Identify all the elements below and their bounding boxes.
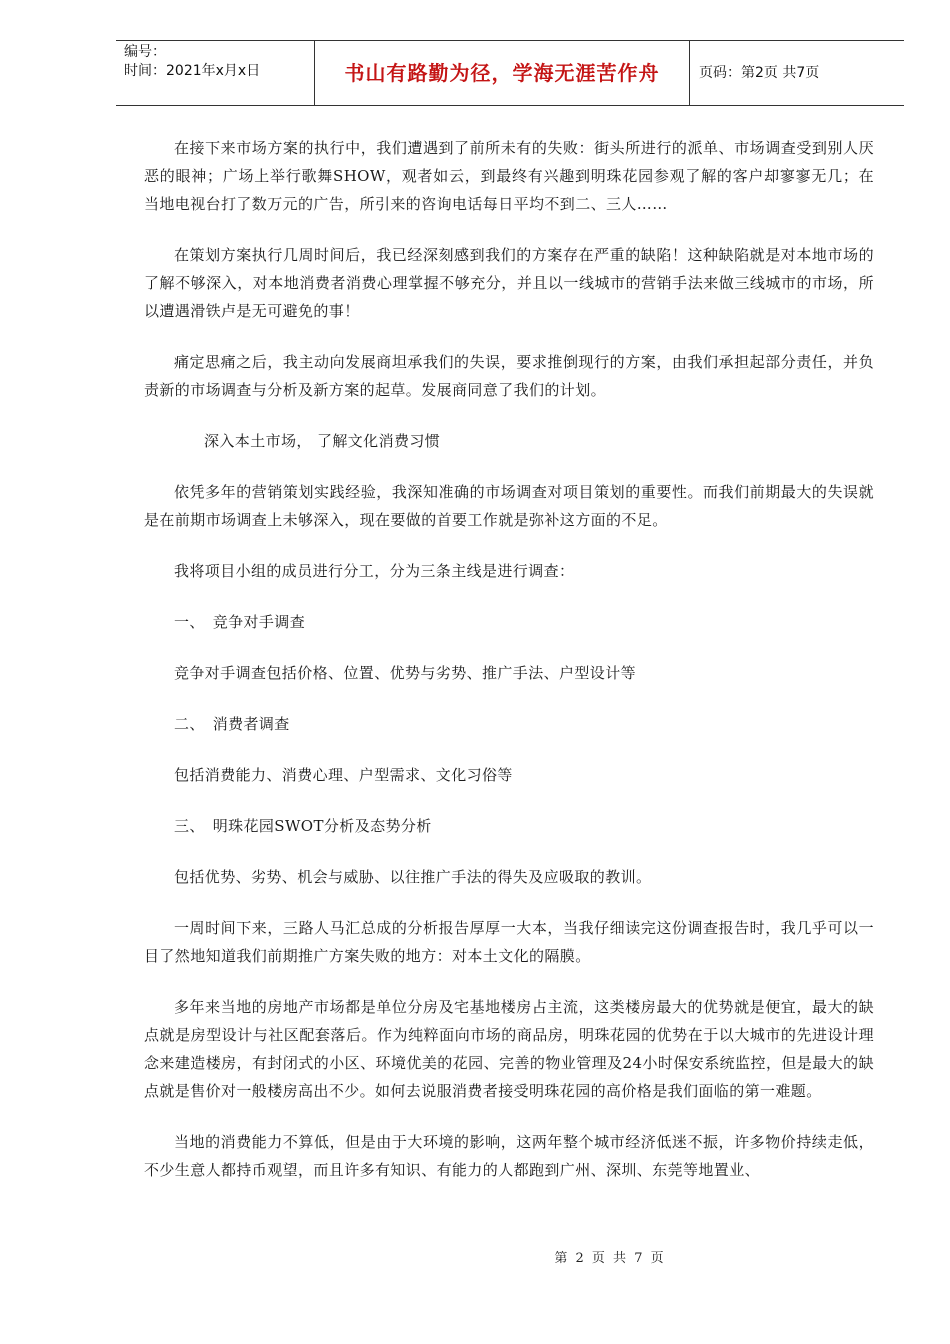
paragraph: 多年来当地的房地产市场都是单位分房及宅基地楼房占主流，这类楼房最大的优势就是便宜，最大的缺点就是房型设计与社区配套落后。作为纯粹面向市场的商品房，明珠花园的优势在于以大城市的先进设计理念来建造楼房，有封闭式的小区、环境优美的花园、完善的物业管理及24小时保安系统监控，但是最大的缺点就是售价对一般楼房高出不少。如何去说服消费者接受明珠花园的高价格是我们面临的第一难题。 [144,998,874,1100]
list-heading: 三、 明珠花园SWOT分析及态势分析 [174,817,432,835]
header-meta [124,43,260,81]
list-heading: 二、 消费者调查 [174,715,290,733]
paragraph: 我将项目小组的成员进行分工，分为三条主线是进行调查： [174,562,575,580]
paragraph: 包括消费能力、消费心理、户型需求、文化习俗等 [174,766,513,784]
header-motto: 书山有路勤为径，学海无涯苦作舟 [344,61,660,85]
paragraph: 一周时间下来，三路人马汇总成的分析报告厚厚一大本，当我仔细读完这份调查报告时，我几乎可以一目了然地知道我们前期推广方案失败的地方：对本土文化的隔膜。 [144,919,874,965]
paragraph: 依凭多年的营销策划实践经验，我深知准确的市场调查对项目策划的重要性。而我们前期最大的失误就是在前期市场调查上未够深入，现在要做的首要工作就是弥补这方面的不足。 [144,483,874,529]
document-body [144,134,874,1207]
paragraph: 痛定思痛之后，我主动向发展商坦承我们的失误，要求推倒现行的方案，由我们承担起部分责任，并负责新的市场调查与分析及新方案的起草。发展商同意了我们的计划。 [144,353,874,399]
paragraph: 在策划方案执行几周时间后，我已经深刻感到我们的方案存在严重的缺陷！这种缺陷就是对本地市场的了解不够深入，对本地消费者消费心理掌握不够充分，并且以一线城市的营销手法来做三线城市的市场，所以遭遇滑铁卢是无可避免的事！ [144,246,874,320]
paragraph: 当地的消费能力不算低，但是由于大环境的影响，这两年整个城市经济低迷不振，许多物价持续走低，不少生意人都持币观望，而且许多有知识、有能力的人都跑到广州、深圳、东莞等地置业、 [144,1133,874,1179]
list-heading: 一、 竞争对手调查 [174,613,306,631]
header-number-label: 编号： [124,44,166,60]
paragraph: 包括优势、劣势、机会与威胁、以往推广手法的得失及应吸取的教训。 [174,868,652,886]
page-header [116,40,904,106]
header-divider [689,41,690,105]
page-footer [0,1247,950,1266]
paragraph: 在接下来市场方案的执行中，我们遭遇到了前所未有的失败：街头所进行的派单、市场调查受到别人厌恶的眼神；广场上举行歌舞SHOW，观者如云，到最终有兴趣到明珠花园参观了解的客户却寥寥无几；在当地电视台打了数万元的广告，所引来的咨询电话每日平均不到二、三人…… [144,139,874,213]
header-page-number: 页码：第2页 共7页 [699,65,820,81]
paragraph: 竞争对手调查包括价格、位置、优势与劣势、推广手法、户型设计等 [174,664,637,682]
header-date: 时间：2021年x月x日 [124,63,261,79]
section-heading: 深入本土市场， 了解文化消费习惯 [204,432,441,450]
footer-page-number: 第 2 页 共 7 页 [554,1251,666,1266]
